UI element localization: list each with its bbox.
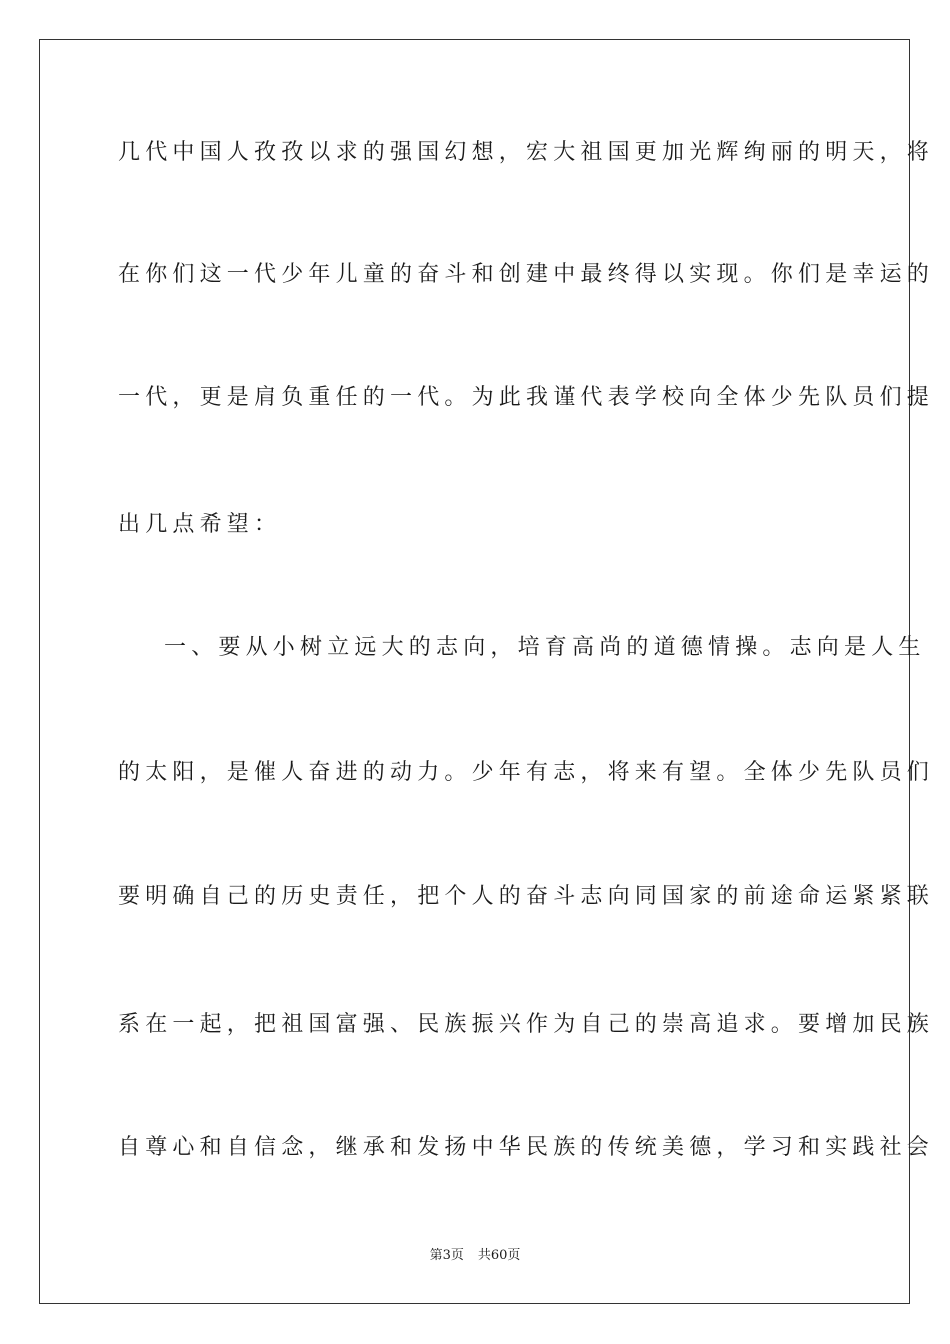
text-line: 几代中国人孜孜以求的强国幻想，宏大祖国更加光辉绚丽的明天，将 bbox=[118, 140, 935, 165]
page-number: 第3页 bbox=[429, 1248, 464, 1263]
text-line: 的太阳，是催人奋进的动力。少年有志，将来有望。全体少先队员们 bbox=[118, 760, 935, 785]
text-line: 系在一起，把祖国富强、民族振兴作为自己的崇高追求。要增加民族 bbox=[118, 1012, 935, 1037]
text-line: 自尊心和自信念，继承和发扬中华民族的传统美德，学习和实践社会 bbox=[118, 1135, 935, 1160]
paragraph-first-line: 一、要从小树立远大的志向，培育高尚的道德情操。志向是人生 bbox=[164, 635, 926, 660]
text-line: 要明确自己的历史责任，把个人的奋斗志向同国家的前途命运紧紧联 bbox=[118, 884, 935, 909]
page-footer bbox=[0, 1247, 950, 1265]
page-total: 共60页 bbox=[477, 1248, 521, 1263]
text-line: 在你们这一代少年儿童的奋斗和创建中最终得以实现。你们是幸运的 bbox=[118, 262, 935, 287]
text-line: 一代，更是肩负重任的一代。为此我谨代表学校向全体少先队员们提 bbox=[118, 385, 935, 410]
page-border bbox=[39, 39, 935, 1304]
text-line: 出几点希望： bbox=[118, 512, 282, 537]
